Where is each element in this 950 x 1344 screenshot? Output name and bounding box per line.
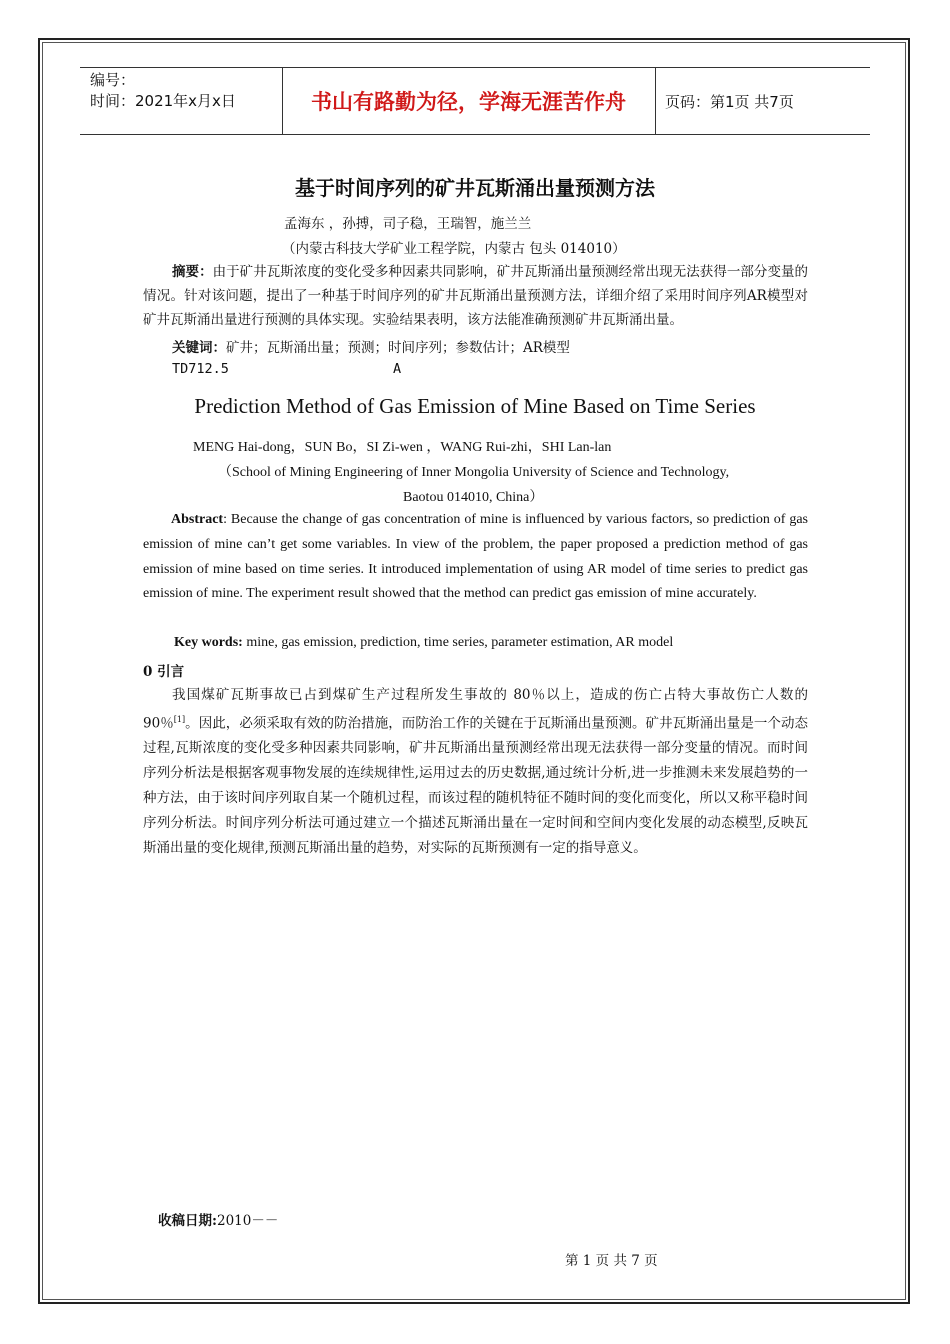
abstract-en-text: : Because the change of gas concentration of mine is influenced by various factors, so prediction of gas emission of mine can’t get some variables. In view of the problem, the paper proposed a prediction method of gas emission of mine based on time series. It introduced implementation of using AR model of time series to predict gas emission of mine. The experiment result showed that the method can predict gas emission of mine accurately.	[143, 512, 808, 602]
received-date-label: 收稿日期:	[158, 1213, 217, 1229]
keywords-cn-text: 矿井；瓦斯涌出量；预测；时间序列；参数估计；AR模型	[226, 340, 570, 356]
abstract-cn-text: 由于矿井瓦斯浓度的变化受多种因素共同影响，矿井瓦斯涌出量预测经常出现无法获得一部分变量的情况。针对该问题，提出了一种基于时间序列的矿井瓦斯涌出量预测方法，详细介绍了采用时间序列AR模型对矿井瓦斯涌出量进行预测的具体实现。实验结果表明，该方法能准确预测矿井瓦斯涌出量。	[143, 264, 809, 328]
keywords-en-text: mine, gas emission, prediction, time series, parameter estimation, AR model	[242, 635, 674, 650]
abstract-en-label: Abstract	[171, 512, 224, 527]
authors-en: MENG Hai-dong，SUN Bo，SI Zi-wen ，WANG Rui-zhi，SHI Lan-lan	[193, 440, 612, 455]
title-en: Prediction Method of Gas Emission of Mine Based on Time Series	[194, 394, 756, 418]
header-table	[80, 67, 870, 135]
keywords-cn	[172, 336, 570, 356]
keywords-cn-label: 关键词：	[172, 340, 226, 356]
header-meta	[80, 68, 282, 134]
document-code: A	[393, 361, 402, 377]
date-label: 时间：2021年x月x日	[90, 92, 236, 110]
abstract-en	[143, 508, 808, 607]
section-heading-intro: 0 引言	[143, 664, 185, 680]
affiliation-en-line1: （School of Mining Engineering of Inner Mongolia University of Science and Technology,	[218, 465, 730, 480]
page-footer: 第 1 页 共 7 页	[565, 1253, 658, 1269]
serial-label: 编号：	[90, 71, 136, 89]
intro-text-part2: 。因此，必须采取有效的防治措施，而防治工作的关键在于瓦斯涌出量预测。矿井瓦斯涌出量是一个动态过程,瓦斯浓度的变化受多种因素共同影响，矿井瓦斯涌出量预测经常出现无法获得一部分变量的情况。而时间序列分析法是根据客观事物发展的连续规律性,运用过去的历史数据,通过统计分析,进一步推测未来发展趋势的一种方法，由于该时间序列取自某一个随机过程，而该过程的随机特征不随时间的变化而变化，所以又称平稳时间序列分析法。时间序列分析法可通过建立一个描述瓦斯涌出量在一定时间和空间内变化发展的动态模型,反映瓦斯涌出量的变化规律,预测瓦斯涌出量的趋势，对实际的瓦斯预测有一定的指导意义。	[143, 715, 808, 856]
classification-number: TD712.5	[172, 361, 229, 377]
received-date	[158, 1209, 278, 1229]
keywords-en	[174, 635, 673, 651]
intro-text-part1: 我国煤矿瓦斯事故已占到煤矿生产过程所发生事故的 80％以上，造成的伤亡占特大事故伤亡人数的90％	[143, 687, 808, 732]
title-cn: 基于时间序列的矿井瓦斯涌出量预测方法	[295, 176, 655, 200]
received-date-value: 2010－－	[216, 1213, 279, 1229]
abstract-cn-label: 摘要：	[172, 264, 213, 280]
header-page-info: 页码：第1页 共7页	[665, 92, 794, 111]
keywords-en-label: Key words:	[174, 635, 243, 650]
affiliation-cn: （内蒙古科技大学矿业工程学院，内蒙古 包头 014010）	[282, 241, 626, 257]
authors-cn: 孟海东 ，孙搏，司子稳，王瑞智，施兰兰	[284, 216, 532, 232]
citation-ref: [1]	[173, 714, 186, 724]
header-motto: 书山有路勤为径，学海无涯苦作舟	[311, 90, 626, 114]
intro-paragraph	[143, 683, 808, 861]
abstract-cn	[143, 260, 808, 332]
affiliation-en-line2: Baotou 014010, China）	[403, 490, 544, 505]
